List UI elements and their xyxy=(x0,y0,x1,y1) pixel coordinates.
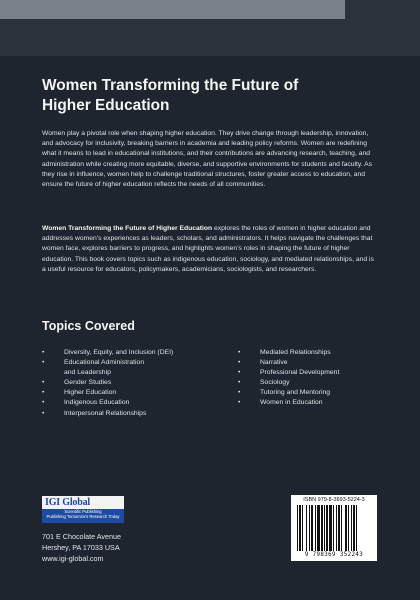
bullet-icon: • xyxy=(42,379,45,387)
bullet-icon: • xyxy=(238,349,241,356)
address-line-2: Hershey, PA 17033 USA xyxy=(42,543,120,552)
publisher-website: www.igi-global.com xyxy=(42,554,104,563)
isbn-barcode xyxy=(291,495,377,561)
topic-item: • Indigenous Education xyxy=(42,398,222,408)
book-title-line1: Women Transforming the Future of xyxy=(42,77,299,94)
topic-item: • Educational Administration xyxy=(42,358,222,368)
publisher-logo-name: IGI Global xyxy=(45,497,90,508)
book-title xyxy=(42,76,382,116)
cover-edge xyxy=(0,0,345,19)
publisher-logo-sub1: Scientific Publishing xyxy=(64,509,102,514)
description-paragraph-1: Women play a pivotal role when shaping higher education. They drive change through leadership, innovation, and advocacy for inclusivity, breaking barriers in academia and leading policy reforms. Women are redefining what it means to lead in educational institutions, and their contributions are advancing research, teaching, and administration while creating more equitable, diverse, and supportive environments for students and faculty. As they rise in influence, women help to challenge traditional structures, foster greater access to education, and ensure the future of higher education reflects the needs of all communities. xyxy=(42,130,373,189)
bullet-icon: • xyxy=(238,399,241,407)
bullet-icon: • xyxy=(238,359,241,367)
topic-item: • Gender Studies xyxy=(42,378,222,388)
topic-item-continuation: and Leadership xyxy=(64,369,111,377)
description-book-title: Women Transforming the Future of Higher Education xyxy=(42,225,213,232)
topics-heading: Topics Covered xyxy=(42,319,135,333)
topic-item: • Narrative xyxy=(238,358,388,368)
topics-list-right xyxy=(238,348,388,409)
isbn-text: ISBN 979-8-3693-5224-3 xyxy=(303,497,365,503)
topic-item: • Professional Development xyxy=(238,368,388,378)
topic-item: • Diversity, Equity, and Inclusion (DEI) xyxy=(42,348,222,358)
book-title-line2: Higher Education xyxy=(42,97,170,114)
bullet-icon: • xyxy=(42,359,45,367)
topic-item: • Sociology xyxy=(238,378,388,388)
topic-item: • Tutoring and Mentoring xyxy=(238,388,388,398)
topic-item: • Higher Education xyxy=(42,388,222,398)
topic-item: • Mediated Relationships xyxy=(238,348,388,358)
barcode-icon xyxy=(297,505,371,551)
topic-item: • Interpersonal Relationships xyxy=(42,409,222,419)
bullet-icon: • xyxy=(238,389,241,397)
bullet-icon: • xyxy=(42,349,45,356)
bullet-icon: • xyxy=(42,389,45,397)
publisher-logo xyxy=(42,496,124,523)
address-line-1: 701 E Chocolate Avenue xyxy=(42,532,121,541)
bullet-icon: • xyxy=(42,409,45,417)
description-paragraph-2-text: explores the roles of women in higher education and addresses women’s experiences as leaders, scholars, and administrators. It helps navigate the challenges that women face, explores barriers to progress, and highlights women’s roles in shaping the future of higher education. This book covers topics such as indigenous education, sociology, and mediated relationships, and is a useful resource for educators, policymakers, academicians, sociologists, and researchers. xyxy=(42,225,374,273)
barcode-digits: 9 798369 352243 xyxy=(304,552,364,558)
bullet-icon: • xyxy=(42,399,45,407)
bullet-icon: • xyxy=(238,379,241,387)
publisher-logo-sub2: Publishing Tomorrow's Research Today xyxy=(46,514,120,519)
publisher-logo-tagline xyxy=(42,509,124,523)
bullet-icon: • xyxy=(238,369,241,377)
description-paragraph-2 xyxy=(42,224,378,275)
topic-item: • Women in Education xyxy=(238,398,388,408)
publisher-address xyxy=(42,531,121,564)
topics-list-left xyxy=(42,348,222,419)
back-cover-content xyxy=(42,76,382,417)
